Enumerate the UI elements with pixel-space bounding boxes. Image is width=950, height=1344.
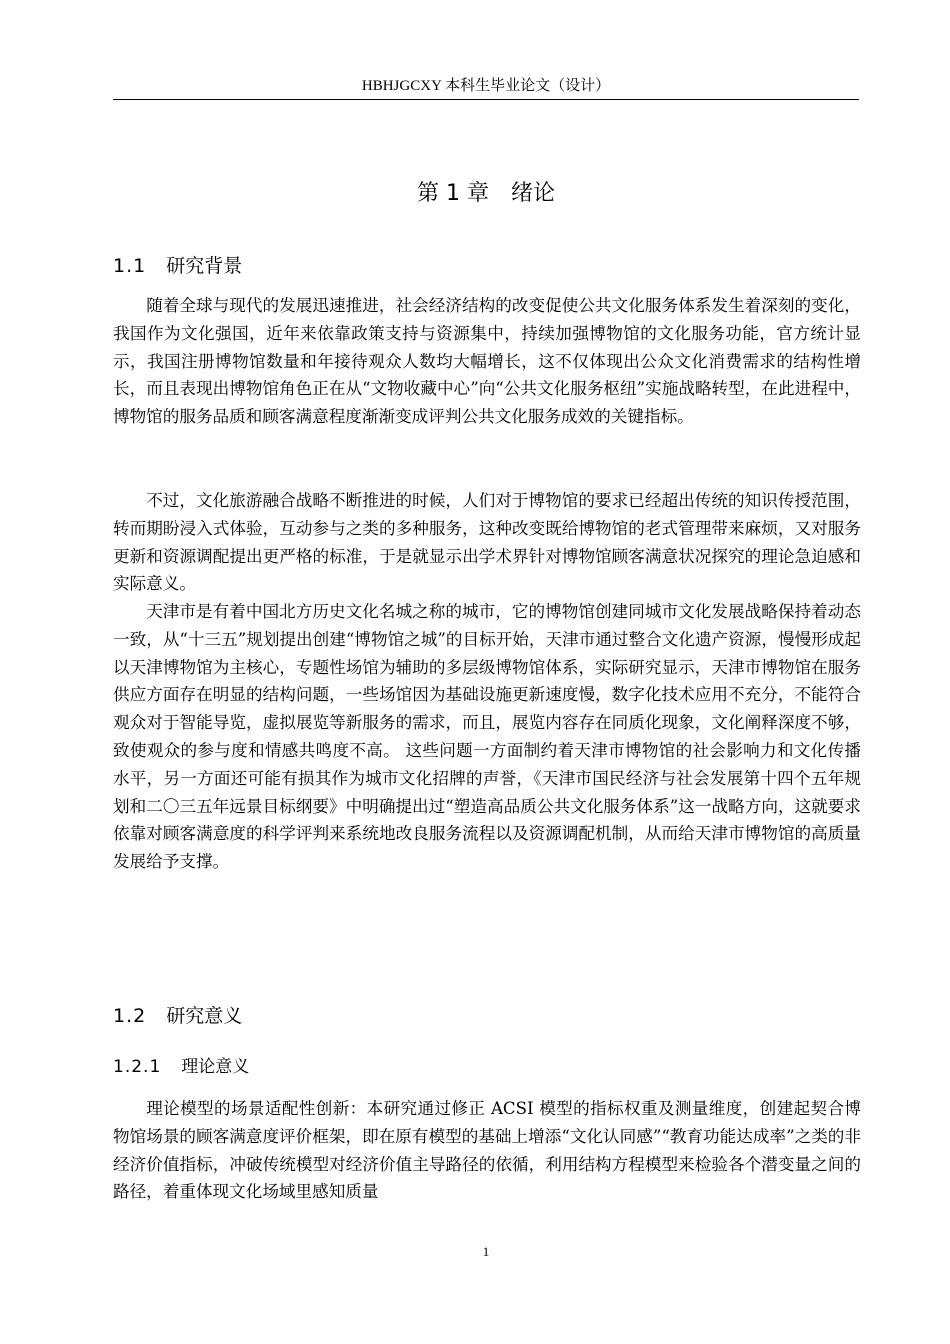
paragraph: 理论模型的场景适配性创新：本研究通过修正 ACSI 模型的指标权重及测量维度，创建起契合博物馆场景的顾客满意度评价框架，即在原有模型的基础上增添“文化认同感”“教育功能达成率”之类的非经济价值指标，冲破传统模型对经济价值主导路径的依循，利用结构方程模型来检验各个潜变量之间的路径，着重体现文化场域里感知质量 [113,1099,861,1202]
section-title: 研究背景 [166,255,243,277]
page-header [113,76,859,96]
section-number: 1.2 [113,1005,147,1027]
subsection-heading-1-2-1 [113,1054,249,1080]
subsection-title: 理论意义 [181,1057,250,1077]
header-divider [113,99,859,100]
section-title: 研究意义 [166,1005,243,1027]
chapter-number: 第 1 章 [417,181,489,206]
paragraph: 天津市是有着中国北方历史文化名城之称的城市，它的博物馆创建同城市文化发展战略保持着动态一致，从“十三五”规划提出创建“博物馆之城”的目标开始，天津市通过整合文化遗产资源，慢慢形成起以天津博物馆为主核心，专题性场馆为辅助的多层级博物馆体系，实际研究显示，天津市博物馆在服务供应方面存在明显的结构问题，一些场馆因为基础设施更新速度慢，数字化技术应用不充分，不能符合观众对于智能导览，虚拟展览等新服务的需求，而且，展览内容存在同质化现象，文化阐释深度不够，致使观众的参与度和情感共鸣度不高。 这些问题一方面制约着天津市博物馆的社会影响力和文化传播水平，另一方面还可能有损其作为城市文化招牌的声誉，《天津市国民经济与社会发展第十四个五年规划和二〇三五年远景目标纲要》中明确提出过“塑造高品质公共文化服务体系”这一战略方向，这就要求依靠对顾客满意度的科学评判来系统地改良服务流程以及资源调配机制，从而给天津市博物馆的高质量发展给予支撑。 [113,602,861,872]
section-number: 1.1 [113,255,147,277]
header-title: HBHJGCXY 本科生毕业论文（设计） [361,78,611,94]
chapter-title: 绪论 [510,181,555,206]
section-heading-1-2 [113,1002,242,1030]
chapter-heading [113,178,859,210]
subsection-number: 1.2.1 [113,1057,162,1077]
section-heading-1-1 [113,252,242,280]
paragraph: 随着全球与现代的发展迅速推进，社会经济结构的改变促使公共文化服务体系发生着深刻的变化，我国作为文化强国，近年来依靠政策支持与资源集中，持续加强博物馆的文化服务功能，官方统计显示，我国注册博物馆数量和年接待观众人数均大幅增长，这不仅体现出公众文化消费需求的结构性增长，而且表现出博物馆角色正在从“文物收藏中心”向“公共文化服务枢纽”实施战略转型，在此进程中，博物馆的服务品质和顾客满意程度渐渐变成评判公共文化服务成效的关键指标。 [113,296,861,427]
page-number: 1 [482,1244,490,1259]
paragraph: 不过，文化旅游融合战略不断推进的时候，人们对于博物馆的要求已经超出传统的知识传授范围，转而期盼浸入式体验，互动参与之类的多种服务，这种改变既给博物馆的老式管理带来麻烦，又对服务更新和资源调配提出更严格的标准，于是就显示出学术界针对博物馆顾客满意状况探究的理论急迫感和实际意义。 [113,491,861,594]
